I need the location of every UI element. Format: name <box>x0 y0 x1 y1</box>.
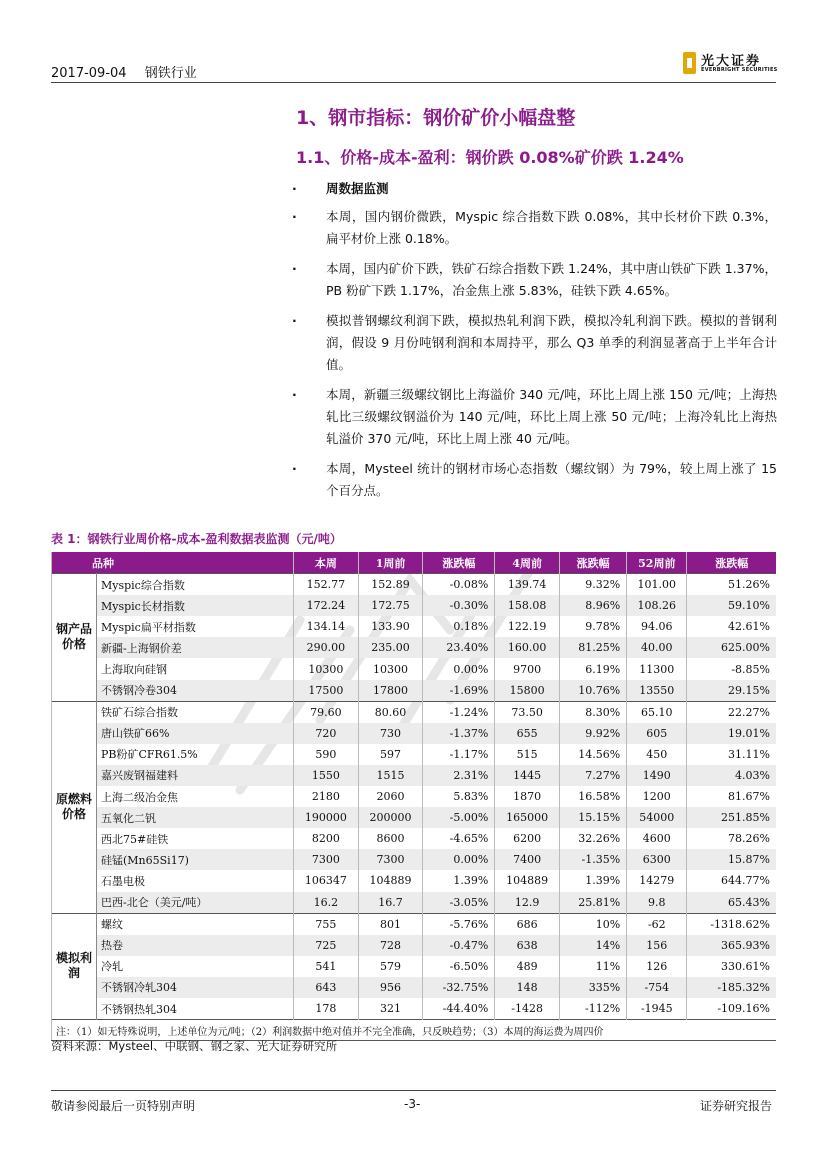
table-cell: -4.65% <box>423 828 495 849</box>
table-row <box>52 680 777 702</box>
data-source: 资料来源：Mysteel、中联钢、钢之家、光大证券研究所 <box>51 1039 338 1053</box>
table-cell: 15.15% <box>560 807 627 828</box>
group-label: 钢产品价格 <box>52 574 97 702</box>
col-header: 52周前 <box>627 552 687 574</box>
row-label: 上海二级冶金焦 <box>97 786 294 807</box>
bullet-item: · 本周，新疆三级螺纹钢比上海溢价 340 元/吨，环比上周上涨 150 元/吨；上海热轧比三级螺纹钢溢价为 140 元/吨，环比上周上涨 50 元/吨；上海冷轧比上海热轧溢价 370 元/吨，环比上周上涨 40 元/吨。 <box>292 384 777 450</box>
table-cell: -5.76% <box>423 913 495 935</box>
table-cell: 104889 <box>495 870 560 891</box>
bullet-item: · 本周，国内矿价下跌，铁矿石综合指数下跌 1.24%，其中唐山铁矿下跌 1.37%，PB 粉矿下跌 1.17%，冶金焦上涨 5.83%，硅铁下跌 4.65%。 <box>292 258 777 302</box>
row-label: 新疆-上海钢价差 <box>97 637 294 658</box>
table-cell: 94.06 <box>627 616 687 637</box>
table-cell: -112% <box>560 998 627 1020</box>
table-cell: 8.96% <box>560 595 627 616</box>
table-cell: -1.35% <box>560 849 627 870</box>
table-cell: 122.19 <box>495 616 560 637</box>
table-row <box>52 658 777 679</box>
table-row <box>52 723 777 744</box>
table-cell: 11300 <box>627 658 687 679</box>
row-label: 不锈钢冷卷304 <box>97 680 294 702</box>
table-cell: -0.30% <box>423 595 495 616</box>
table-row <box>52 616 777 637</box>
table-cell: -185.32% <box>687 977 776 998</box>
table-caption: 表 1：钢铁行业周价格-成本-盈利数据表监测（元/吨） <box>51 532 342 546</box>
row-label: 不锈钢冷轧304 <box>97 977 294 998</box>
page-number: -3- <box>404 1097 421 1111</box>
table-cell: 12.9 <box>495 892 560 914</box>
table-note: 注：（1）如无特殊说明，上述单位为元/吨；（2）利润数据中绝对值并不完全准确，只反映趋势；（3）本周的海运费为周四价 <box>52 1020 777 1041</box>
group-label: 原燃料价格 <box>52 701 97 913</box>
table-cell: 725 <box>294 935 359 956</box>
table-cell: -109.16% <box>687 998 776 1020</box>
table-cell: 81.67% <box>687 786 776 807</box>
table-cell: 956 <box>358 977 423 998</box>
logo-icon <box>683 52 696 74</box>
table-row <box>52 998 777 1020</box>
report-industry: 钢铁行业 <box>144 66 197 81</box>
header-divider <box>51 82 776 83</box>
table-body <box>52 574 777 1041</box>
row-label: PB粉矿CFR61.5% <box>97 744 294 765</box>
table-cell: 17500 <box>294 680 359 702</box>
table-row <box>52 892 777 914</box>
table-cell: 81.25% <box>560 637 627 658</box>
table-cell: 1550 <box>294 765 359 786</box>
table-cell: -0.08% <box>423 574 495 596</box>
table-cell: 8200 <box>294 828 359 849</box>
table-cell: -62 <box>627 913 687 935</box>
report-header <box>51 62 211 81</box>
table-cell: 655 <box>495 723 560 744</box>
table-cell: 2.31% <box>423 765 495 786</box>
table-cell: 23.40% <box>423 637 495 658</box>
table-cell: 1490 <box>627 765 687 786</box>
table-cell: 686 <box>495 913 560 935</box>
table-cell: 1515 <box>358 765 423 786</box>
table-cell: 730 <box>358 723 423 744</box>
group-label: 模拟利润 <box>52 913 97 1019</box>
table-cell: -32.75% <box>423 977 495 998</box>
table-cell: 79.60 <box>294 701 359 723</box>
table-cell: 2180 <box>294 786 359 807</box>
table-cell: 1870 <box>495 786 560 807</box>
row-label: 嘉兴废钢福建料 <box>97 765 294 786</box>
table-cell: 148 <box>495 977 560 998</box>
table-cell: -1.24% <box>423 701 495 723</box>
table-cell: 17800 <box>358 680 423 702</box>
bullet-item: · 本周，国内钢价微跌，Myspic 综合指数下跌 0.08%，其中长材价下跌 0.3%，扁平材价上涨 0.18%。 <box>292 206 777 250</box>
logo-cn-text: 光大证券 <box>701 54 762 69</box>
table-cell: 7300 <box>294 849 359 870</box>
table-cell: 7400 <box>495 849 560 870</box>
table-cell: -6.50% <box>423 956 495 977</box>
bullet-list <box>292 178 777 510</box>
table-row <box>52 637 777 658</box>
table-cell: 80.60 <box>358 701 423 723</box>
table-cell: 126 <box>627 956 687 977</box>
table-cell: 6200 <box>495 828 560 849</box>
table-cell: 73.50 <box>495 701 560 723</box>
table-cell: 597 <box>358 744 423 765</box>
table-cell: 9.78% <box>560 616 627 637</box>
table-cell: 15.87% <box>687 849 776 870</box>
row-label: Myspic综合指数 <box>97 574 294 596</box>
row-label: Myspic长材指数 <box>97 595 294 616</box>
table-cell: 625.00% <box>687 637 776 658</box>
table-cell: 16.58% <box>560 786 627 807</box>
bullet-title: · 周数据监测 <box>292 178 777 200</box>
table-cell: 139.74 <box>495 574 560 596</box>
table-cell: 10% <box>560 913 627 935</box>
table-cell: 6300 <box>627 849 687 870</box>
table-cell: 9.92% <box>560 723 627 744</box>
bullet-item: · 模拟普钢螺纹利润下跌，模拟热轧利润下跌，模拟冷轧利润下跌。模拟的普钢利润，假设 9 月份吨钢利润和本周持平，那么 Q3 单季的利润显著高于上半年合计值。 <box>292 310 777 376</box>
table-cell: 9.32% <box>560 574 627 596</box>
table-row <box>52 956 777 977</box>
table-cell: 290.00 <box>294 637 359 658</box>
table-cell: 605 <box>627 723 687 744</box>
table-cell: 19.01% <box>687 723 776 744</box>
table-cell: 10300 <box>294 658 359 679</box>
table-cell: 16.2 <box>294 892 359 914</box>
company-logo <box>683 50 783 78</box>
col-header: 涨跌幅 <box>423 552 495 574</box>
row-label: 热卷 <box>97 935 294 956</box>
table-cell: -754 <box>627 977 687 998</box>
table-cell: 14.56% <box>560 744 627 765</box>
table-cell: 755 <box>294 913 359 935</box>
table-cell: 643 <box>294 977 359 998</box>
table-cell: 101.00 <box>627 574 687 596</box>
table-row <box>52 807 777 828</box>
bullet-item: · 本周，Mysteel 统计的钢材市场心态指数（螺纹钢）为 79%，较上周上涨了 15 个百分点。 <box>292 458 777 502</box>
table-header-row <box>52 552 777 574</box>
table-cell: 579 <box>358 956 423 977</box>
table-cell: 4600 <box>627 828 687 849</box>
table-cell: 134.14 <box>294 616 359 637</box>
table-cell: 8.30% <box>560 701 627 723</box>
table-cell: 32.26% <box>560 828 627 849</box>
table-cell: 7.27% <box>560 765 627 786</box>
table-cell: 65.43% <box>687 892 776 914</box>
col-header: 涨跌幅 <box>560 552 627 574</box>
table-cell: -1.17% <box>423 744 495 765</box>
table-cell: 365.93% <box>687 935 776 956</box>
table-cell: 152.77 <box>294 574 359 596</box>
table-cell: -8.85% <box>687 658 776 679</box>
footer-divider <box>51 1090 776 1091</box>
table-cell: 152.89 <box>358 574 423 596</box>
table-cell: 133.90 <box>358 616 423 637</box>
table-cell: 14% <box>560 935 627 956</box>
table-row <box>52 786 777 807</box>
col-header: 1周前 <box>358 552 423 574</box>
table-cell: -0.47% <box>423 935 495 956</box>
table-cell: 54000 <box>627 807 687 828</box>
table-cell: 11% <box>560 956 627 977</box>
row-label: 硅锰(Mn65Si17) <box>97 849 294 870</box>
data-table <box>51 552 776 1041</box>
table-cell: -44.40% <box>423 998 495 1020</box>
table-cell: 321 <box>358 998 423 1020</box>
footer-disclaimer: 敬请参阅最后一页特别声明 <box>51 1099 196 1113</box>
row-label: 冷轧 <box>97 956 294 977</box>
table-cell: -1945 <box>627 998 687 1020</box>
subsection-heading: 1.1、价格-成本-盈利：钢价跌 0.08%矿价跌 1.24% <box>296 148 684 167</box>
table-cell: 2060 <box>358 786 423 807</box>
table-cell: 14279 <box>627 870 687 891</box>
table-cell: -1428 <box>495 998 560 1020</box>
table-cell: 160.00 <box>495 637 560 658</box>
table-cell: 541 <box>294 956 359 977</box>
table-cell: 106347 <box>294 870 359 891</box>
table-cell: 13550 <box>627 680 687 702</box>
table-cell: 515 <box>495 744 560 765</box>
row-label: 铁矿石综合指数 <box>97 701 294 723</box>
table-row <box>52 765 777 786</box>
table-cell: 0.00% <box>423 849 495 870</box>
table-cell: 720 <box>294 723 359 744</box>
table-cell: 15800 <box>495 680 560 702</box>
table-row <box>52 913 777 935</box>
table-cell: 801 <box>358 913 423 935</box>
table-cell: 156 <box>627 935 687 956</box>
table-cell: 108.26 <box>627 595 687 616</box>
section-heading: 1、钢市指标：钢价矿价小幅盘整 <box>296 107 576 129</box>
table-row <box>52 595 777 616</box>
table-row <box>52 744 777 765</box>
table-cell: 22.27% <box>687 701 776 723</box>
table-cell: 31.11% <box>687 744 776 765</box>
table-row <box>52 828 777 849</box>
table-cell: 5.83% <box>423 786 495 807</box>
table-cell: 9700 <box>495 658 560 679</box>
table-cell: 172.24 <box>294 595 359 616</box>
table-cell: 251.85% <box>687 807 776 828</box>
table-cell: 330.61% <box>687 956 776 977</box>
table-cell: 644.77% <box>687 870 776 891</box>
table-cell: 1445 <box>495 765 560 786</box>
table-cell: 104889 <box>358 870 423 891</box>
row-label: 五氧化二钒 <box>97 807 294 828</box>
logo-en-text: EVERBRIGHT SECURITIES <box>701 67 778 73</box>
table-cell: -1318.62% <box>687 913 776 935</box>
col-header: 涨跌幅 <box>687 552 776 574</box>
table-row <box>52 935 777 956</box>
table-row <box>52 870 777 891</box>
col-header: 本周 <box>294 552 359 574</box>
col-header: 4周前 <box>495 552 560 574</box>
row-label: 上海取向硅钢 <box>97 658 294 679</box>
table-cell: 9.8 <box>627 892 687 914</box>
report-date: 2017-09-04 <box>51 66 127 81</box>
table-cell: -1.69% <box>423 680 495 702</box>
table-cell: 65.10 <box>627 701 687 723</box>
table-cell: 1.39% <box>423 870 495 891</box>
col-header: 品种 <box>52 552 294 574</box>
table-cell: 40.00 <box>627 637 687 658</box>
table-cell: 450 <box>627 744 687 765</box>
table-cell: 0.18% <box>423 616 495 637</box>
table-cell: 489 <box>495 956 560 977</box>
table-row <box>52 849 777 870</box>
table-cell: 29.15% <box>687 680 776 702</box>
table-cell: 1.39% <box>560 870 627 891</box>
row-label: 螺纹 <box>97 913 294 935</box>
table-cell: -3.05% <box>423 892 495 914</box>
table-cell: 10300 <box>358 658 423 679</box>
table-cell: 59.10% <box>687 595 776 616</box>
table-cell: 1200 <box>627 786 687 807</box>
row-label: 巴西-北仑（美元/吨） <box>97 892 294 914</box>
row-label: 石墨电极 <box>97 870 294 891</box>
table-cell: 4.03% <box>687 765 776 786</box>
table-cell: 25.81% <box>560 892 627 914</box>
table-cell: 235.00 <box>358 637 423 658</box>
table-cell: 7300 <box>358 849 423 870</box>
row-label: 唐山铁矿66% <box>97 723 294 744</box>
table-cell: 78.26% <box>687 828 776 849</box>
table-cell: 10.76% <box>560 680 627 702</box>
table-cell: 200000 <box>358 807 423 828</box>
table-cell: 178 <box>294 998 359 1020</box>
table-cell: 638 <box>495 935 560 956</box>
table-cell: 6.19% <box>560 658 627 679</box>
table-cell: -5.00% <box>423 807 495 828</box>
table-cell: 51.26% <box>687 574 776 596</box>
table-cell: 190000 <box>294 807 359 828</box>
table-row <box>52 574 777 596</box>
table-cell: -1.37% <box>423 723 495 744</box>
table-cell: 16.7 <box>358 892 423 914</box>
table-cell: 42.61% <box>687 616 776 637</box>
table-row <box>52 701 777 723</box>
table-row <box>52 977 777 998</box>
table-cell: 165000 <box>495 807 560 828</box>
row-label: Myspic扁平材指数 <box>97 616 294 637</box>
row-label: 不锈钢热轧304 <box>97 998 294 1020</box>
footer-report-type: 证券研究报告 <box>700 1099 773 1113</box>
table-cell: 335% <box>560 977 627 998</box>
table-cell: 172.75 <box>358 595 423 616</box>
row-label: 西北75#硅铁 <box>97 828 294 849</box>
table-cell: 728 <box>358 935 423 956</box>
table-cell: 8600 <box>358 828 423 849</box>
table-cell: 158.08 <box>495 595 560 616</box>
table-cell: 590 <box>294 744 359 765</box>
table-cell: 0.00% <box>423 658 495 679</box>
